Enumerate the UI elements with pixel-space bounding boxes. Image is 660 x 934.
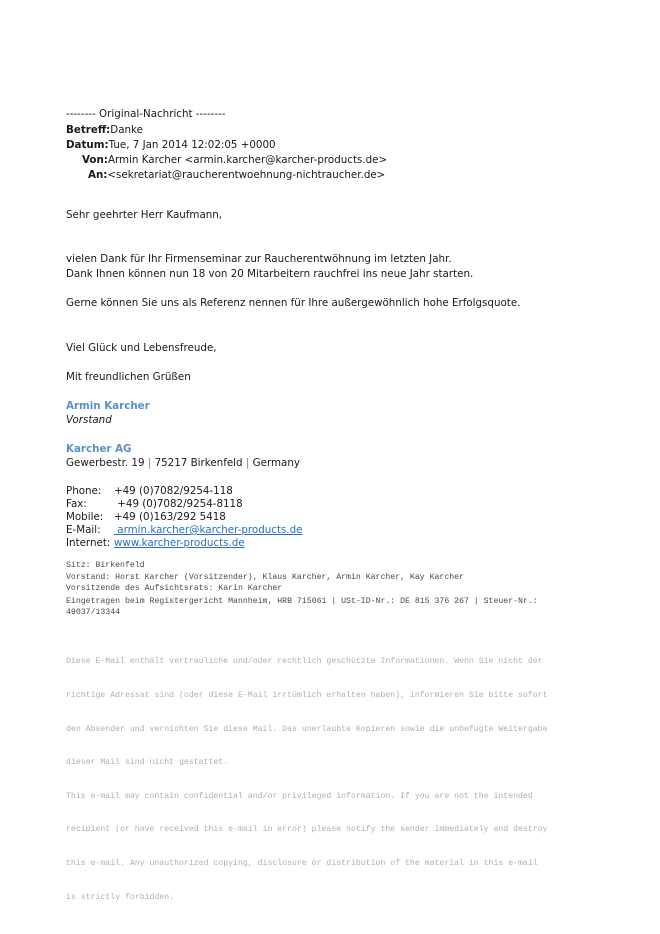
salutation: Sehr geehrter Herr Kaufmann,	[66, 209, 223, 221]
signature-name: Armin Karcher	[66, 400, 150, 412]
email-link[interactable]: armin.karcher@karcher-products.de	[114, 524, 303, 536]
disclaimer-line: This e-mail may contain confidential and/or privileged information. If you are not the intended	[66, 791, 533, 801]
website-link[interactable]: www.karcher-products.de	[114, 537, 245, 549]
from-value: Armin Karcher <armin.karcher@karcher-products.de>	[107, 154, 388, 166]
address-country: Germany	[252, 457, 300, 469]
to-label: An:	[88, 169, 108, 181]
disclaimer-line: richtige Adressat sind (oder diese E-Mail irrtümlich erhalten haben), informieren Sie bitte sofort	[66, 691, 548, 701]
internet-label: Internet:	[66, 537, 111, 549]
phone-label: Phone:	[66, 485, 102, 497]
contact-block	[66, 485, 303, 550]
legal-block	[66, 560, 538, 619]
date-value: Tue, 7 Jan 2014 12:02:05 +0000	[108, 139, 276, 151]
email-label: E-Mail:	[66, 524, 101, 536]
legal-aufsichtsrat: Vorsitzende des Aufsichtsrats: Karin Karcher	[66, 584, 283, 593]
fax-value: +49 (0)7082/9254-8118	[114, 498, 243, 510]
subject-label: Betreff:	[66, 124, 111, 136]
address-street: Gewerbestr. 19	[66, 457, 145, 469]
mobile-label: Mobile:	[66, 511, 104, 523]
header-from	[82, 154, 387, 166]
legal-register-line-1: Eingetragen beim Registergericht Mannheim, HRB 715061 | USt-ID-Nr.: DE 815 376 267 | Steuer-Nr.:	[66, 596, 538, 606]
disclaimer-line: den Absender und vernichten Sie diese Mail. Das unerlaubte Kopieren sowie die unbefugte Weitergabe	[66, 724, 548, 734]
disclaimer-line: dieser Mail sind nicht gestattet.	[66, 758, 229, 768]
signature-title: Vorstand	[66, 414, 112, 426]
body-paragraph-2: Gerne können Sie uns als Referenz nennen für Ihre außergewöhnlich hohe Erfolgsquote.	[66, 297, 521, 309]
closing-line: Mit freundlichen Grüßen	[66, 371, 191, 383]
mobile-value: +49 (0)163/292 5418	[114, 511, 226, 523]
legal-sitz: Sitz: Birkenfeld	[66, 561, 145, 570]
header-subject	[66, 124, 143, 136]
disclaimer-line: Diese E-Mail enthält vertrauliche und/oder rechtlich geschützte Informationen. Wenn Sie nicht der	[66, 657, 543, 667]
phone-value: +49 (0)7082/9254-118	[114, 485, 233, 497]
legal-register-line-2: 49037/13344	[66, 608, 121, 617]
header-date	[66, 139, 276, 151]
fax-label: Fax:	[66, 498, 87, 510]
disclaimer-line: is strictly forbidden.	[66, 892, 175, 902]
address-separator: |	[245, 457, 250, 469]
disclaimer-block	[66, 634, 548, 925]
signature-company: Karcher AG	[66, 443, 132, 455]
disclaimer-line: recipient (or have received this e-mail in error) please notify the sender immediately and destroy	[66, 825, 548, 835]
disclaimer-line: this e-mail. Any unauthorized copying, disclosure or distribution of the material in this e-mail	[66, 859, 538, 869]
to-value: <sekretariat@raucherentwoehnung-nichtraucher.de>	[107, 169, 386, 181]
body-line-2: Dank Ihnen können nun 18 von 20 Mitarbeitern rauchfrei ins neue Jahr starten.	[66, 268, 474, 280]
body-line-1: vielen Dank für Ihr Firmenseminar zur Raucherentwöhnung im letzten Jahr.	[66, 253, 452, 265]
from-label: Von:	[82, 154, 108, 166]
legal-vorstand: Vorstand: Horst Karcher (Vorsitzender), Klaus Karcher, Armin Karcher, Kay Karcher	[66, 572, 464, 582]
signature-address	[66, 457, 300, 469]
header-to	[88, 169, 385, 181]
wish-line: Viel Glück und Lebensfreude,	[66, 342, 217, 354]
original-message-separator: -------- Original-Nachricht --------	[66, 108, 226, 120]
address-city: 75217 Birkenfeld	[154, 457, 243, 469]
address-separator: |	[147, 457, 152, 469]
date-label: Datum:	[66, 139, 109, 151]
subject-value: Danke	[110, 124, 143, 136]
